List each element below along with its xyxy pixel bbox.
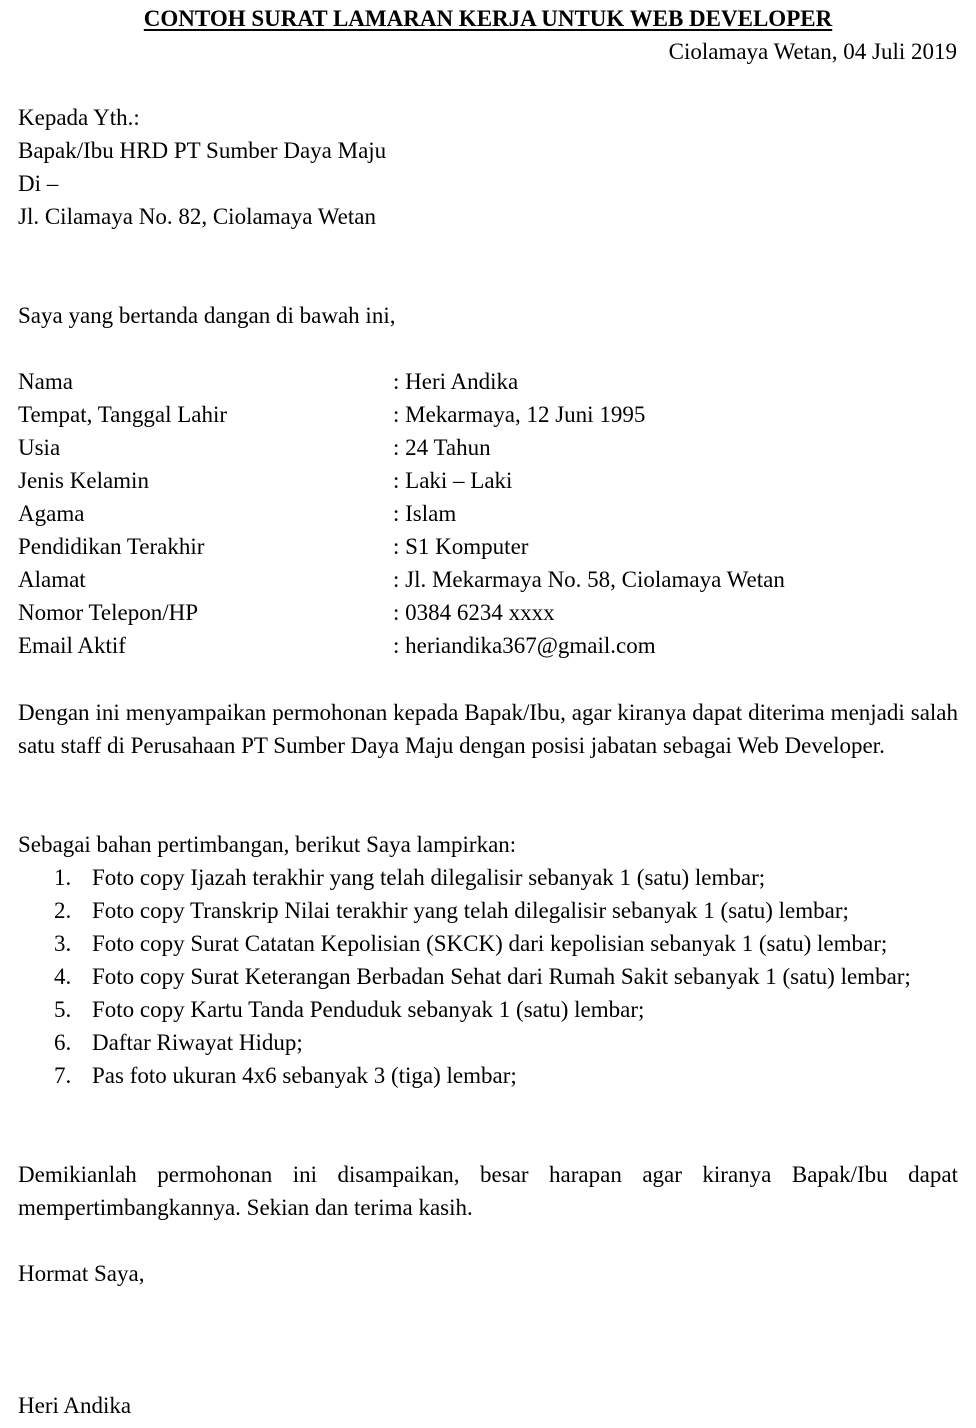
list-item-text: Daftar Riwayat Hidup; bbox=[92, 1030, 303, 1055]
applicant-fields bbox=[18, 365, 958, 662]
recipient-di: Di – bbox=[18, 171, 59, 196]
signer-name: Heri Andika bbox=[18, 1393, 132, 1418]
field-row-jenis-kelamin bbox=[18, 464, 958, 497]
field-label: Pendidikan Terakhir bbox=[18, 534, 205, 559]
list-item-number: 3. bbox=[54, 931, 72, 956]
field-label: Usia bbox=[18, 435, 61, 460]
list-item bbox=[18, 861, 958, 894]
field-label: Email Aktif bbox=[18, 633, 126, 658]
list-item-text: Foto copy Ijazah terakhir yang telah dilegalisir sebanyak 1 (satu) lembar; bbox=[92, 865, 766, 890]
regards-text: Hormat Saya, bbox=[18, 1261, 145, 1286]
list-item bbox=[18, 993, 958, 1026]
list-item-text: Foto copy Surat Keterangan Berbadan Sehat dari Rumah Sakit sebanyak 1 (satu) lembar; bbox=[92, 964, 911, 989]
recipient-name: Bapak/Ibu HRD PT Sumber Daya Maju bbox=[18, 138, 387, 163]
field-row-alamat bbox=[18, 563, 958, 596]
list-item-text: Foto copy Surat Catatan Kepolisian (SKCK) dari kepolisian sebanyak 1 (satu) lembar; bbox=[92, 931, 888, 956]
list-item bbox=[18, 960, 958, 993]
list-item-number: 1. bbox=[54, 865, 72, 890]
field-label: Alamat bbox=[18, 567, 86, 592]
field-value: : Heri Andika bbox=[393, 369, 519, 394]
list-item-text: Foto copy Kartu Tanda Penduduk sebanyak 1 (satu) lembar; bbox=[92, 997, 645, 1022]
intro-text: Saya yang bertanda dangan di bawah ini, bbox=[18, 303, 396, 328]
list-item bbox=[18, 894, 958, 927]
list-item-text: Foto copy Transkrip Nilai terakhir yang telah dilegalisir sebanyak 1 (satu) lembar; bbox=[92, 898, 849, 923]
letter-title-text: CONTOH SURAT LAMARAN KERJA UNTUK WEB DEVELOPER bbox=[143, 6, 833, 31]
recipient-block bbox=[18, 101, 958, 233]
field-label: Jenis Kelamin bbox=[18, 468, 149, 493]
request-paragraph: Dengan ini menyampaikan permohonan kepada Bapak/Ibu, agar kiranya dapat diterima menjadi salah satu staff di Perusahaan PT Sumber Daya Maju dengan posisi jabatan sebagai Web Developer. bbox=[18, 700, 958, 758]
attachments-intro: Sebagai bahan pertimbangan, berikut Saya lampirkan: bbox=[18, 832, 517, 857]
letter-title bbox=[0, 2, 976, 35]
field-label: Nomor Telepon/HP bbox=[18, 600, 199, 625]
field-value: : Laki – Laki bbox=[393, 468, 513, 493]
field-label: Agama bbox=[18, 501, 85, 526]
field-value: : Mekarmaya, 12 Juni 1995 bbox=[393, 402, 646, 427]
field-row-nama bbox=[18, 365, 958, 398]
field-row-telepon bbox=[18, 596, 958, 629]
field-row-ttl bbox=[18, 398, 958, 431]
field-value: : heriandika367@gmail.com bbox=[393, 633, 656, 658]
field-value: : 24 Tahun bbox=[393, 435, 491, 460]
list-item bbox=[18, 1059, 958, 1092]
list-item bbox=[18, 927, 958, 960]
attachments-list bbox=[18, 861, 958, 1092]
recipient-address: Jl. Cilamaya No. 82, Ciolamaya Wetan bbox=[18, 204, 376, 229]
field-label: Nama bbox=[18, 369, 73, 394]
list-item-number: 5. bbox=[54, 997, 72, 1022]
field-row-email bbox=[18, 629, 958, 662]
list-item-text: Pas foto ukuran 4x6 sebanyak 3 (tiga) lembar; bbox=[92, 1063, 517, 1088]
list-item-number: 7. bbox=[54, 1063, 72, 1088]
list-item-number: 6. bbox=[54, 1030, 72, 1055]
field-value: : 0384 6234 xxxx bbox=[393, 600, 555, 625]
field-value: : S1 Komputer bbox=[393, 534, 529, 559]
list-item-number: 2. bbox=[54, 898, 72, 923]
field-value: : Jl. Mekarmaya No. 58, Ciolamaya Wetan bbox=[393, 567, 785, 592]
recipient-salutation: Kepada Yth.: bbox=[18, 105, 140, 130]
closing-paragraph: Demikianlah permohonan ini disampaikan, besar harapan agar kiranya Bapak/Ibu dapat mempertimbangkannya. Sekian dan terima kasih. bbox=[18, 1162, 958, 1220]
field-label: Tempat, Tanggal Lahir bbox=[18, 402, 228, 427]
field-row-pendidikan bbox=[18, 530, 958, 563]
list-item-number: 4. bbox=[54, 964, 72, 989]
field-row-usia bbox=[18, 431, 958, 464]
list-item bbox=[18, 1026, 958, 1059]
field-value: : Islam bbox=[393, 501, 457, 526]
field-row-agama bbox=[18, 497, 958, 530]
letter-date: Ciolamaya Wetan, 04 Juli 2019 bbox=[668, 39, 957, 64]
